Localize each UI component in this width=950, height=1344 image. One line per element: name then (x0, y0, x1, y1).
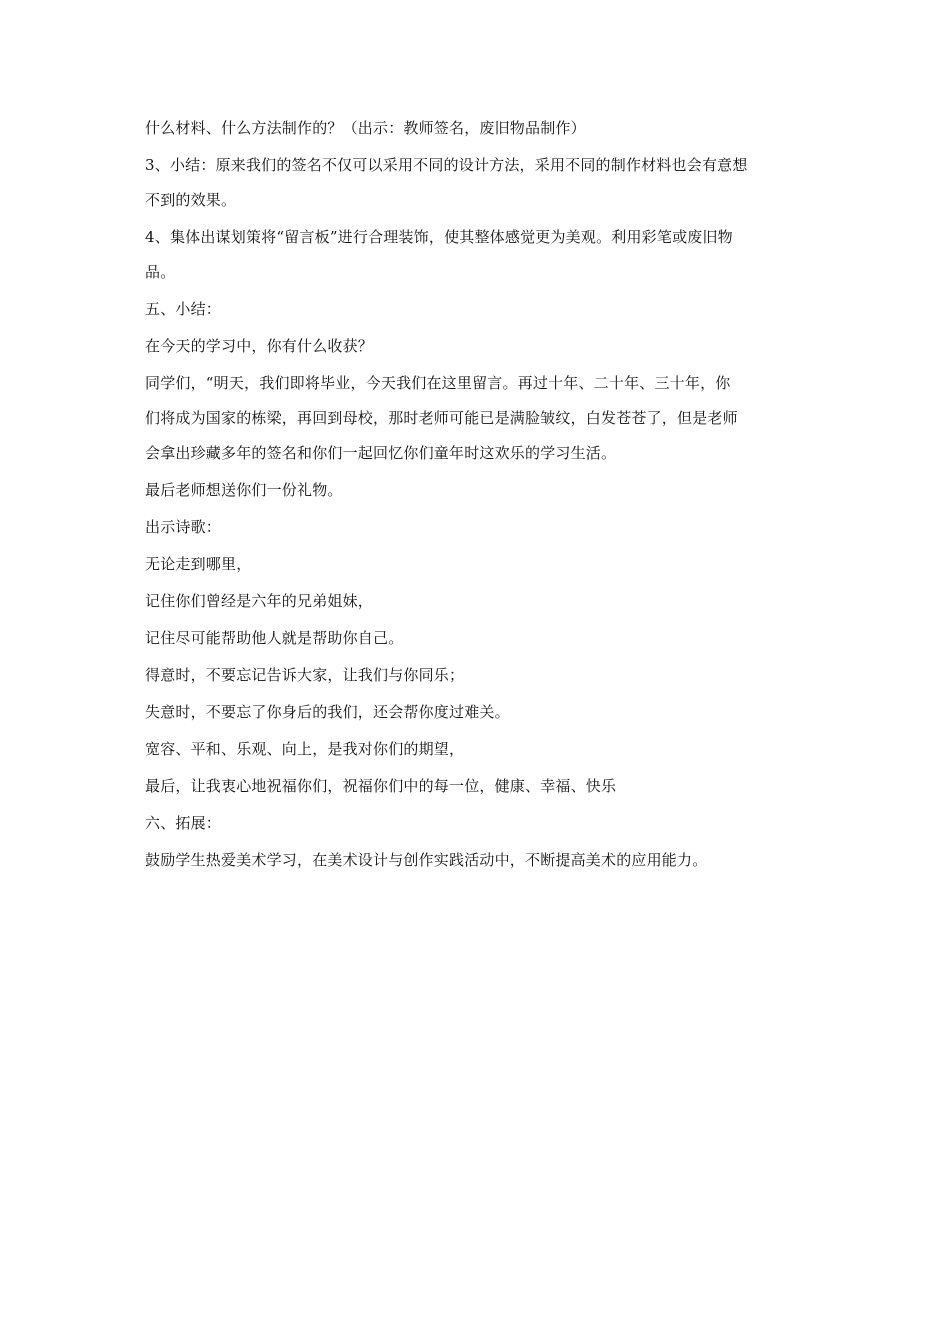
text-line-summary-3: 3、小结：原来我们的签名不仅可以采用不同的设计方法，采用不同的制作材料也会有意想 (145, 156, 748, 174)
document-body (145, 116, 810, 885)
text-line-step-4-cont: 品。 (145, 263, 176, 281)
poem-line-7: 最后，让我衷心地祝福你们，祝福你们中的每一位，健康、幸福、快乐 (145, 777, 617, 795)
poem-line-3: 记住尽可能帮助他人就是帮助你自己。 (145, 629, 404, 647)
poem-line-1: 无论走到哪里， (145, 555, 252, 573)
text-line-summary-3-cont: 不到的效果。 (145, 191, 237, 209)
poem-line-2: 记住你们曾经是六年的兄弟姐妹， (145, 592, 374, 610)
text-line-question-harvest: 在今天的学习中，你有什么收获？ (145, 337, 374, 355)
poem-line-4: 得意时，不要忘记告诉大家，让我们与你同乐； (145, 666, 465, 684)
text-line-step-4: 4、集体出谋划策将“留言板”进行合理装饰，使其整体感觉更为美观。利用彩笔或废旧物 (145, 228, 733, 246)
text-line-materials-question: 什么材料、什么方法制作的？（出示：教师签名，废旧物品制作） (145, 119, 586, 137)
section-heading-summary: 五、小结： (145, 300, 222, 318)
text-line-gift: 最后老师想送你们一份礼物。 (145, 481, 343, 499)
text-line-classmates: 同学们，“明天，我们即将毕业，今天我们在这里留言。再过十年、二十年、三十年，你 (145, 374, 731, 392)
text-line-encourage: 鼓励学生热爱美术学习，在美术设计与创作实践活动中，不断提高美术的应用能力。 (145, 851, 708, 869)
poem-line-6: 宽容、平和、乐观、向上，是我对你们的期望， (145, 740, 465, 758)
section-heading-extension: 六、拓展： (145, 814, 222, 832)
poem-line-5: 失意时，不要忘了你身后的我们，还会帮你度过难关。 (145, 703, 510, 721)
text-line-show-poem: 出示诗歌： (145, 518, 222, 536)
text-line-classmates-cont-2: 会拿出珍藏多年的签名和你们一起回忆你们童年时这欢乐的学习生活。 (145, 444, 617, 462)
text-line-classmates-cont-1: 们将成为国家的栋梁，再回到母校，那时老师可能已是满脸皱纹，白发苍苍了，但是老师 (145, 409, 738, 427)
